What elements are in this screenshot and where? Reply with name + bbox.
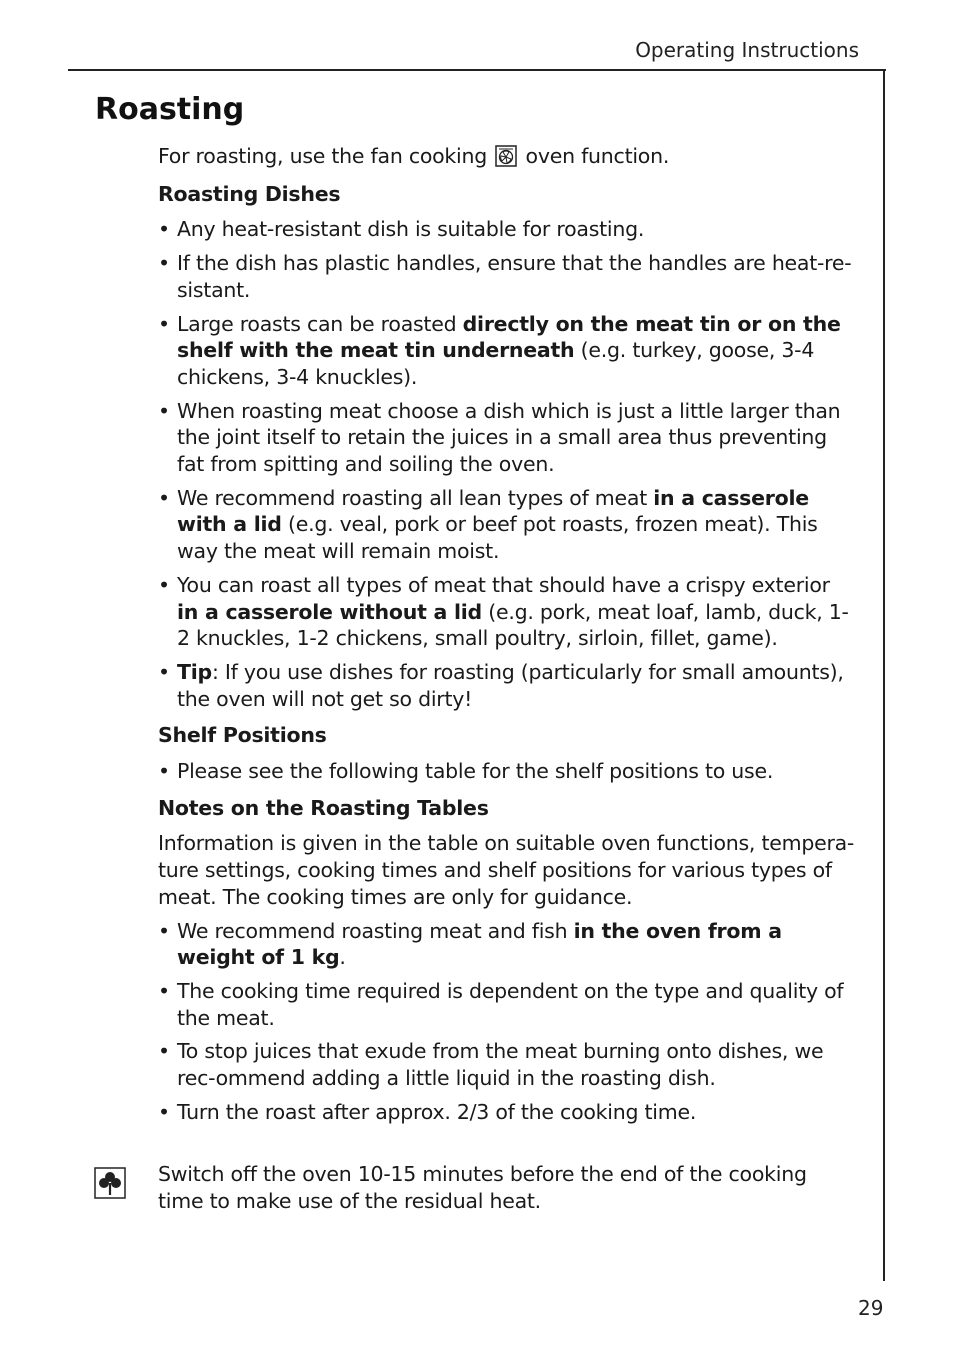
notes-paragraph: Information is given in the table on suitable oven functions, tempera-ture settings, cooking times and shelf positions for various types of meat. The cooking times are only for guidance. <box>158 831 855 909</box>
page-title: Roasting <box>95 92 245 127</box>
roasting-dishes-heading: Roasting Dishes <box>158 181 341 206</box>
bullet: • <box>158 217 170 242</box>
list-item: • We recommend roasting meat and fish in the oven from a weight of 1 kg. <box>158 918 782 970</box>
fan-cooking-icon <box>495 145 517 167</box>
list-item: • The cooking time required is dependent on the type and quality of the meat. <box>158 978 844 1030</box>
bullet: • <box>158 572 170 597</box>
list-item: • Large roasts can be roasted directly on the meat tin or on the shelf with the meat tin underneath (e.g. turkey, goose, 3-4 chickens, 3-4 knuckles). <box>158 311 841 389</box>
intro-paragraph: For roasting, use the fan cooking oven function. <box>158 144 670 168</box>
page-number: 29 <box>858 1296 884 1320</box>
clover-energy-tip-icon <box>94 1167 126 1199</box>
bullet: • <box>158 485 170 510</box>
body-column <box>158 143 856 1136</box>
list-item: • Tip: If you use dishes for roasting (particularly for small amounts), the oven will not get so dirty! <box>158 659 844 711</box>
bullet: • <box>158 251 170 276</box>
list-item: • Please see the following table for the shelf positions to use. <box>158 759 774 784</box>
shelf-positions-heading: Shelf Positions <box>158 723 327 748</box>
bullet: • <box>158 918 170 943</box>
list-item: • You can roast all types of meat that should have a crispy exterior in a casserole without a lid (e.g. pork, meat loaf, lamb, duck, 1-2 knuckles, 1-2 chickens, small poultry, sirloin, fillet, game). <box>158 572 849 651</box>
header-rule <box>68 69 886 71</box>
bullet: • <box>158 1039 170 1064</box>
bullet: • <box>158 311 170 336</box>
list-item: • If the dish has plastic handles, ensure that the handles are heat-re-sistant. <box>158 251 852 302</box>
list-item: • To stop juices that exude from the meat burning onto dishes, we rec-ommend adding a little liquid in the roasting dish. <box>158 1039 824 1091</box>
bullet: • <box>158 759 170 784</box>
notes-heading: Notes on the Roasting Tables <box>158 795 489 820</box>
roasting-dishes-list <box>158 216 856 712</box>
bullet: • <box>158 1099 170 1124</box>
margin-rule <box>883 69 885 1281</box>
list-item: • When roasting meat choose a dish which is just a little larger than the joint itself to retain the juices in a small area thus preventing fat from spitting and soiling the oven. <box>158 398 841 477</box>
energy-tip-text: Switch off the oven 10-15 minutes before the end of the cooking time to make use of the residual heat. <box>158 1162 807 1213</box>
notes-list <box>158 918 856 1126</box>
list-item: • Any heat-resistant dish is suitable for roasting. <box>158 217 645 242</box>
bullet: • <box>158 398 170 423</box>
bullet: • <box>158 978 170 1003</box>
running-header: Operating Instructions <box>635 38 859 62</box>
bullet: • <box>158 659 170 684</box>
list-item: • Turn the roast after approx. 2/3 of the cooking time. <box>158 1099 697 1124</box>
shelf-positions-list <box>158 758 856 785</box>
list-item: • We recommend roasting all lean types of meat in a casserole with a lid (e.g. veal, pork or beef pot roasts, frozen meat). This way the meat will remain moist. <box>158 485 818 564</box>
